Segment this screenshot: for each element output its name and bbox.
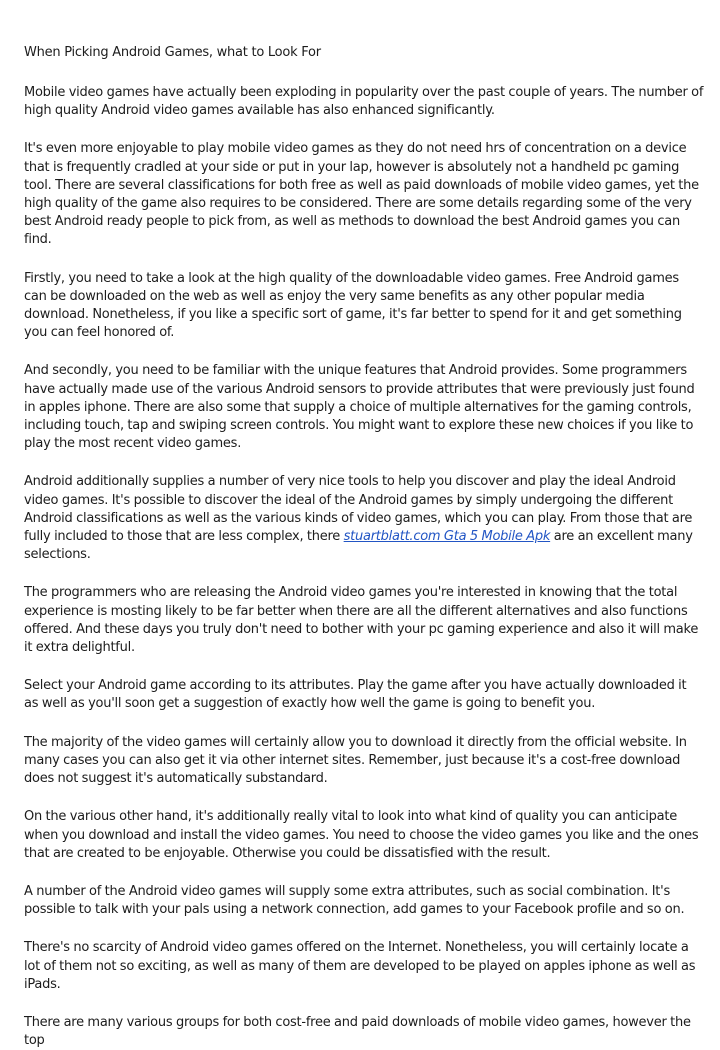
paragraph-3: Firstly, you need to take a look at the high quality of the downloadable video games. Free Android games can be downloaded on the web as well as enjoy the very same benefits as any other popular media download. Nonetheless, if you like a specific sort of game, it's far better to spend for it and get something you can feel honored of.: [24, 270, 682, 341]
paragraph-9: On the various other hand, it's additionally really vital to look into what kind of quality you can anticipate when you download and install the video games. You need to choose the video games you like and the ones that are created to be enjoyable. Otherwise you could be dissatisfied with the result.: [24, 809, 699, 861]
paragraph-10: A number of the Android video games will supply some extra attributes, such as social combination. It's possible to talk with your pals using a network connection, add games to your Facebook profile and so on.: [24, 883, 685, 918]
paragraph-11: There's no scarcity of Android video games offered on the Internet. Nonetheless, you will certainly locate a lot of them not so exciting, as well as many of them are developed to be played on apples iphone as well as iPads.: [24, 940, 696, 992]
paragraph-1: Mobile video games have actually been exploding in popularity over the past couple of years. The number of high quality Android video games available has also enhanced significantly.: [24, 85, 704, 119]
paragraph-6: The programmers who are releasing the Android video games you're interested in knowing that the total experience is mosting likely to be far better when there are all the different alternatives and also functions offered. And these days you truly don't need to bother with your pc gaming experience and also it will make it extra delightful.: [24, 585, 699, 656]
paragraph-2: It's even more enjoyable to play mobile video games as they do not need hrs of concentration on a device that is frequently cradled at your side or put in your lap, however is absolutely not a handheld pc gaming tool. There are several classifications for both free as well as paid downloads of mobile video games, yet the high quality of the game also requires to be considered. There are some details regarding some of the very best Android ready people to pick from, as well as methods to download the best Android games you can find.: [24, 141, 699, 248]
paragraph-5: [24, 473, 704, 564]
paragraph-4: And secondly, you need to be familiar with the unique features that Android provides. Some programmers have actually made use of the various Android sensors to provide attributes that were previously just found in apples iphone. There are also some that supply a choice of multiple alternatives for the gaming controls, including touch, tap and swiping screen controls. You might want to explore these new choices if you like to play the most recent video games.: [24, 363, 695, 452]
article-link[interactable]: stuartblatt.com Gta 5 Mobile Apk: [343, 529, 551, 545]
paragraph-5-before-link: Android additionally supplies a number of very nice tools to help you discover and play the ideal Android video games. It's possible to discover the ideal of the Android games by simply undergoing the different Android classifications as well as the various kinds of video games, which you can play. From those that are fully included to those that are less complex, there: [24, 474, 693, 545]
article-title: When Picking Android Games, what to Look For: [24, 45, 321, 60]
paragraph-8: The majority of the video games will certainly allow you to download it directly from the official website. In many cases you can also get it via other internet sites. Remember, just because it's a cost-free download does not suggest it's automatically substandard.: [24, 734, 687, 787]
paragraph-12: There are many various groups for both cost-free and paid downloads of mobile video games, however the top: [24, 1014, 691, 1049]
paragraph-5-after-link: are an excellent many selections.: [24, 529, 693, 563]
paragraph-7: Select your Android game according to its attributes. Play the game after you have actually downloaded it as well as you'll soon get a suggestion of exactly how well the game is going to benefit you.: [24, 678, 687, 712]
